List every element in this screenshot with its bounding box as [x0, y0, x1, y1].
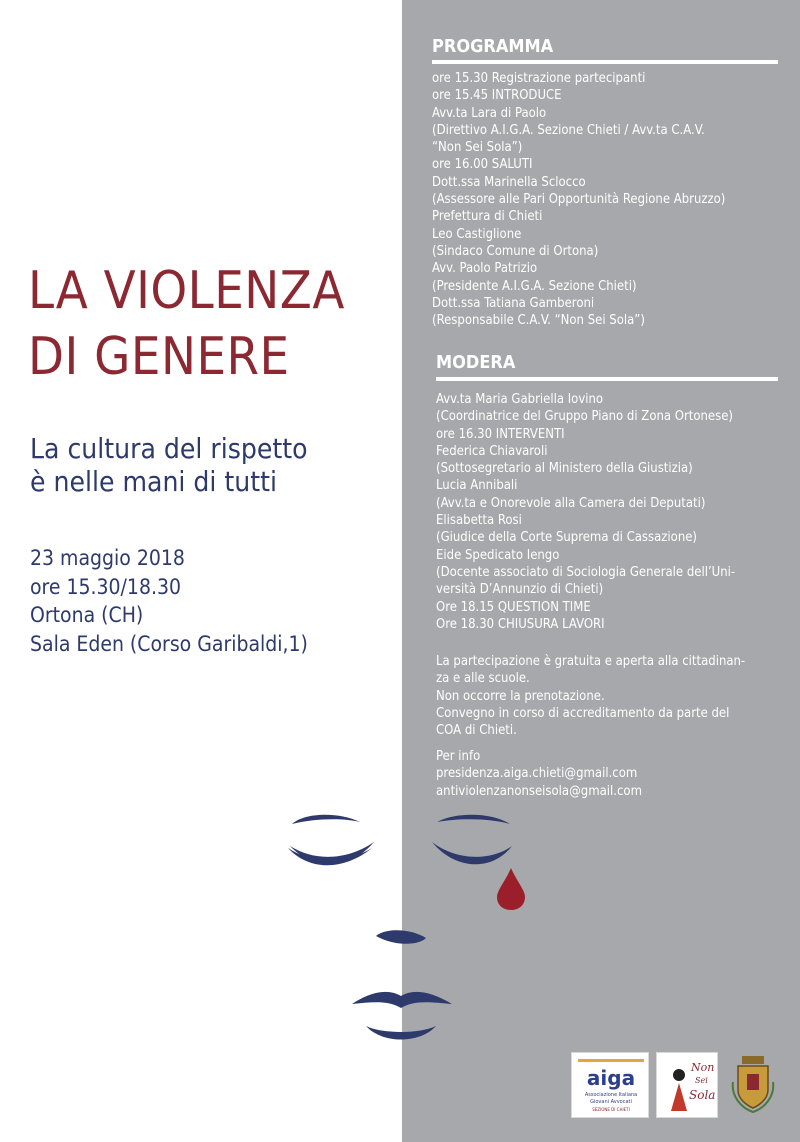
nss-logo-word: Sei	[695, 1076, 708, 1085]
moderate-line: Federica Chiavaroli	[436, 443, 548, 459]
moderate-line: Ore 18.15 QUESTION TIME	[436, 599, 591, 615]
aiga-logo-line: Giovani Avvocati	[590, 1099, 632, 1105]
left-eye-shape-icon	[290, 842, 374, 864]
program-line: (Presidente A.I.G.A. Sezione Chieti)	[432, 278, 637, 294]
aiga-logo-name: aiga	[586, 1066, 636, 1090]
notes-line: za e alle scuole.	[436, 671, 530, 687]
email-link[interactable]: antiviolenzanonseisola@gmail.com	[436, 783, 642, 799]
aiga-logo-line: Associazione Italiana	[584, 1092, 638, 1098]
tear-icon	[497, 868, 525, 910]
moderate-line: Lucia Annibali	[436, 478, 518, 494]
title-line: LA VIOLENZA	[28, 261, 345, 321]
program-line: Dott.ssa Tatiana Gamberoni	[432, 295, 595, 311]
program-line: “Non Sei Sola”)	[432, 140, 523, 156]
program-line: Avv.ta Lara di Paolo	[432, 105, 547, 121]
program-line: Avv. Paolo Patrizio	[432, 261, 538, 277]
right-eyelid-icon	[437, 815, 510, 824]
aiga-logo	[571, 1052, 649, 1118]
moderate-line: versità D’Annunzio di Chieti)	[436, 582, 604, 598]
program-line: (Responsabile C.A.V. “Non Sei Sola”)	[432, 313, 645, 329]
moderate-line: Elisabetta Rosi	[436, 513, 522, 529]
moderate-line: (Sottosegretario al Ministero della Giustizia)	[436, 461, 693, 477]
program-line: Dott.ssa Marinella Sclocco	[432, 174, 586, 190]
aiga-logo-icon	[572, 1053, 650, 1119]
moderate-line: (Coordinatrice del Gruppo Piano di Zona Ortonese)	[436, 409, 733, 425]
program-line: Leo Castiglione	[432, 226, 522, 242]
moderate-line: Avv.ta Maria Gabriella Iovino	[436, 392, 604, 407]
moderate-heading: MODERA	[436, 352, 516, 373]
program-line: ore 15.30 Registrazione partecipanti	[432, 71, 646, 86]
notes-line: La partecipazione è gratuita e aperta alla cittadinan-	[436, 654, 746, 669]
notes-line: COA di Chieti.	[436, 723, 517, 739]
moderate-line: (Avv.ta e Onorevole alla Camera dei Deputati)	[436, 495, 706, 511]
info-label: Per info	[436, 749, 481, 764]
non-sei-sola-icon	[657, 1053, 719, 1119]
event-city: Ortona (CH)	[30, 603, 144, 627]
non-sei-sola-logo	[656, 1052, 718, 1118]
left-eyelid-icon	[292, 815, 360, 824]
notes-line: Convegno in corso di accreditamento da parte del	[436, 705, 730, 721]
program-line: (Sindaco Comune di Ortona)	[432, 243, 599, 259]
program-heading: PROGRAMMA	[432, 36, 554, 57]
program-line: (Direttivo A.I.G.A. Sezione Chieti / Avv.ta C.A.V.	[432, 122, 705, 138]
aiga-logo-line: SEZIONE DI CHIETI	[592, 1107, 630, 1112]
program-line: ore 15.45 INTRODUCE	[432, 88, 562, 104]
event-time: ore 15.30/18.30	[30, 574, 181, 599]
event-venue: Sala Eden (Corso Garibaldi,1)	[30, 631, 308, 656]
lower-lip-icon	[366, 1026, 436, 1040]
program-line: (Assessore alle Pari Opportunità Regione Abruzzo)	[432, 192, 726, 208]
program-line: ore 16.00 SALUTI	[432, 157, 533, 173]
moderate-line: Eide Spedicato Iengo	[436, 547, 560, 563]
nss-logo-word: Sola	[689, 1088, 716, 1102]
title-line: DI GENERE	[28, 327, 290, 387]
program-line: Prefettura di Chieti	[432, 209, 543, 225]
subtitle-line: La cultura del rispetto	[30, 432, 308, 465]
notes-line: Non occorre la prenotazione.	[436, 688, 605, 704]
moderate-line: (Giudice della Corte Suprema di Cassazione)	[436, 530, 697, 546]
moderate-line: ore 16.30 INTERVENTI	[436, 426, 565, 442]
upper-lip-icon	[352, 992, 452, 1008]
nose-icon	[376, 930, 426, 944]
crest-icon	[725, 1052, 781, 1118]
event-date: 23 maggio 2018	[30, 546, 185, 570]
subtitle-line: è nelle mani di tutti	[30, 465, 277, 498]
email-link[interactable]: presidenza.aiga.chieti@gmail.com	[436, 766, 638, 782]
moderate-line: (Docente associato di Sociologia Generale dell’Uni-	[436, 564, 736, 580]
moderate-line: Ore 18.30 CHIUSURA LAVORI	[436, 616, 605, 632]
ortona-crest	[725, 1052, 781, 1118]
nss-logo-word: Non	[691, 1061, 715, 1074]
right-eye-shape-icon	[432, 842, 512, 864]
